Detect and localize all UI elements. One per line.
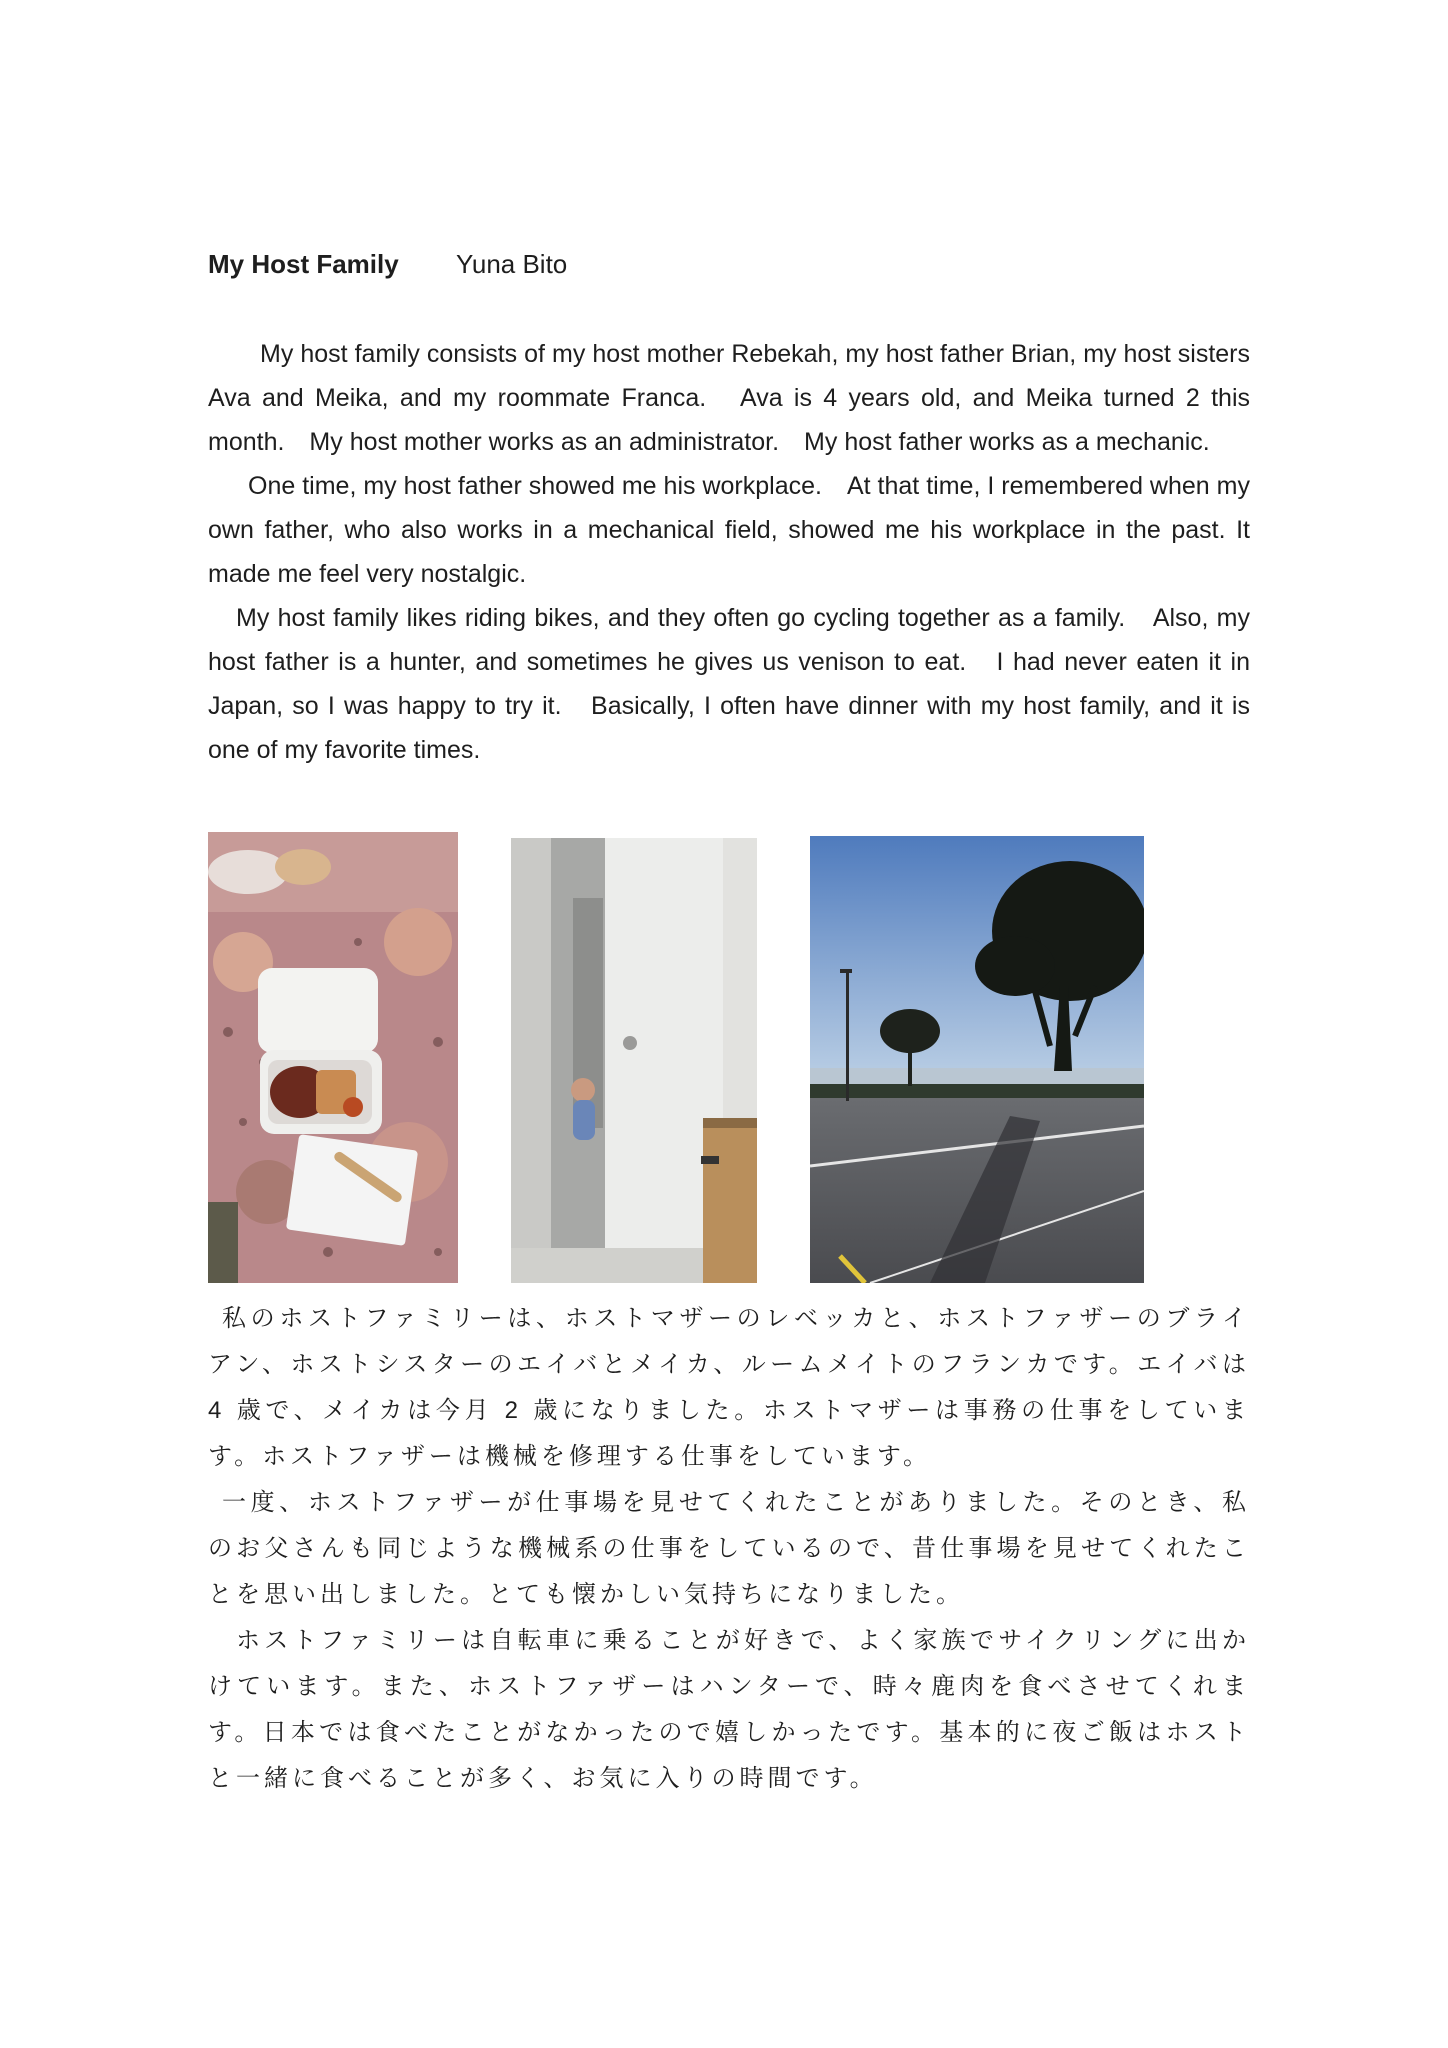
japanese-essay <box>208 1296 1250 1802</box>
picnic-food-photo <box>208 832 458 1283</box>
child-behind-door-photo <box>511 838 757 1283</box>
english-essay <box>208 332 1250 772</box>
japanese-paragraph: 一度、ホストファザーが仕事場を見せてくれたことがありました。そのとき、私のお父さんも同じような機械系の仕事をしているので、昔仕事場を見せてくれたことを思い出しました。とても懐かしい気持ちになりました。 <box>208 1489 1250 1608</box>
english-paragraph: My host family likes riding bikes, and they often go cycling together as a family. Also, my host father is a hunter, and sometimes he gives us venison to eat. I had never eaten it in Japan, so I was happy to try it. Basically, I often have dinner with my host family, and it is one of my favorite times. <box>208 604 1250 764</box>
coastal-road-photo <box>810 836 1144 1283</box>
document-title: My Host Family <box>208 249 399 279</box>
document-header <box>208 246 567 282</box>
english-paragraph: My host family consists of my host mother Rebekah, my host father Brian, my host sisters Ava and Meika, and my roommate Franca. Ava is 4 years old, and Meika turned 2 this month. My host mother works as an administrator. My host father works as a mechanic. <box>208 340 1250 456</box>
author-name: Yuna Bito <box>455 249 568 279</box>
english-paragraph: One time, my host father showed me his workplace. At that time, I remembered when my own father, who also works in a mechanical field, showed me his workplace in the past. It made me feel very nostalgic. <box>208 472 1250 588</box>
japanese-paragraph: ホストファミリーは自転車に乗ることが好きで、よく家族でサイクリングに出かけています。また、ホストファザーはハンターで、時々鹿肉を食べさせてくれます。日本では食べたことがなかったので嬉しかったです。基本的に夜ご飯はホストと一緒に食べることが多く、お気に入りの時間です。 <box>208 1627 1250 1792</box>
japanese-paragraph: 私のホストファミリーは、ホストマザーのレベッカと、ホストファザーのブライアン、ホストシスターのエイバとメイカ、ルームメイトのフランカです。エイバは 4 歳で、メイカは今月 2 歳になりました。ホストマザーは事務の仕事をしています。ホストファザーは機械を修理する仕事をしています。 <box>208 1305 1250 1470</box>
